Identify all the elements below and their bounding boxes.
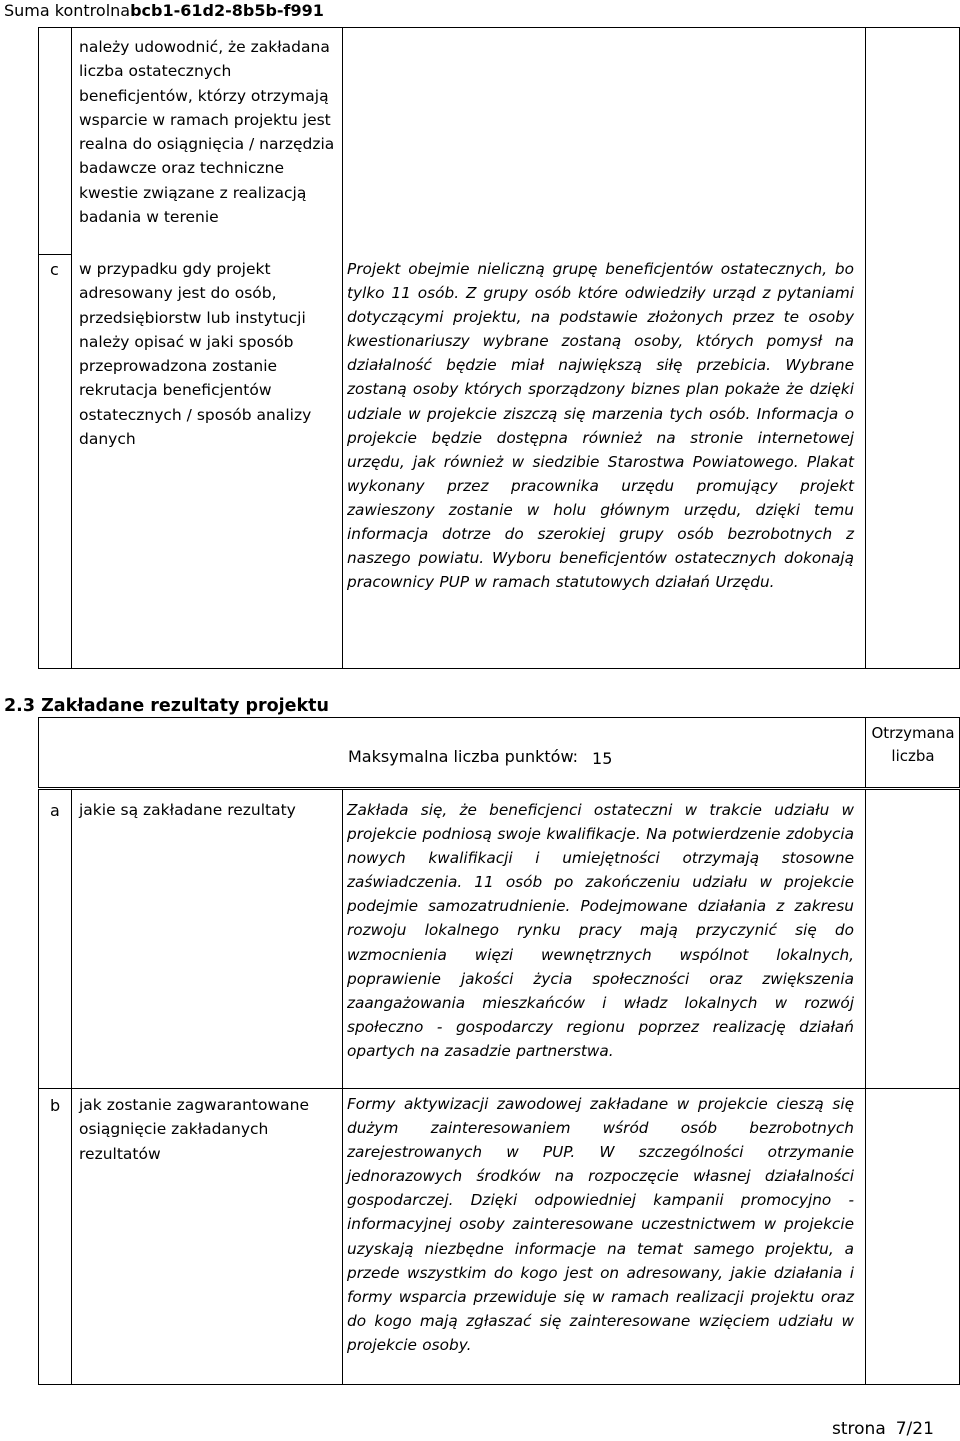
checksum-label: Suma kontrolna: [4, 1, 131, 20]
page-label: strona: [832, 1419, 886, 1439]
answer-a: Zakłada się, że beneficjenci ostateczni w trakcie udziału w projekcie podniosą swoje kwalifikacje. Na potwierdzenie zdobycia nowych kwalifikacji i umiejętności otrzymają stosowne zaświadczenia. 11 osób po zakończeniu udziału w projekcie podejmie samozatrudnienie. Podejmowane działania z zakresu rozwoju lokalnego rynku pracy mają przyczynić się do wzmocnienia więzi wewnętrznych wspólnot lokalnych, poprawienie jakości życia społeczności oraz zwiększenia zaangażowania mieszkańców i władz lokalnych w rozwój społeczno - gospodarczy regionu poprzez realizację działań opartych na zasadzie partnerstwa.: [347, 801, 854, 1060]
results-col-answer: [865, 790, 866, 1384]
max-points: [348, 745, 612, 769]
max-points-value: 15: [592, 749, 613, 768]
section-title: 2.3 Zakładane rezultaty projektu: [4, 696, 329, 716]
row-letter-a: a: [50, 801, 60, 820]
answer-c: Projekt obejmie nieliczną grupę beneficjentów ostatecznych, bo tylko 11 osób. Z grupy osób które odwiedziły urząd z pytaniami dotyczącymi projektu, na podstawie złożonych przez te osoby kwestionariuszy wybrane zostaną osoby, których pomysł na działalność będzie miał największą siłę przebicia. Wybrane zostaną osoby których sporządzony biznes plan pokaże że dzięki udziale w projekcie ziszczą się marzenia tych osób. Informacja o projekcie będzie dostępna również na stronie internetowej urzędu, jak również w siedzibie Starostwa Powiatowego. Plakat wykonany przez pracownika urzędu promujący projekt zawieszony zostanie w holu głównym urzędu, dzięki temu informacja dotrze do szerokiej grupy osób bezrobotnych z naszego powiatu. Wyboru beneficjentów ostatecznych dokonają pracownicy PUP w ramach statutowych działań Urzędu.: [347, 260, 854, 592]
checksum-value: bcb1-61d2-8b5b-f991: [130, 1, 324, 20]
results-col-criterion: [342, 790, 343, 1384]
page-footer: [832, 1417, 934, 1441]
col-divider-criterion: [342, 28, 343, 668]
results-col-letter: [71, 790, 72, 1384]
row-divider-c: [39, 254, 71, 255]
criterion-c: w przypadku gdy projekt adresowany jest do osób, przedsiębiorstw lub instytucji należy opisać w jaki sposób przeprowadzona zostanie rekrutacja beneficjentów ostatecznych / sposób analizy danych: [79, 260, 312, 449]
received-points-label: Otrzymana liczba: [871, 724, 955, 765]
checksum-title: [4, 1, 324, 21]
answer-b: Formy aktywizacji zawodowej zakładane w projekcie cieszą się dużym zainteresowaniem wśród osób bezrobotnych zarejestrowanych w PUP. W szczególności otrzymanie jednorazowych środków na rozpoczęcie własnej działalności gospodarczej. Dzięki odpowiedniej kampanii promocyjno - informacyjnej osoby zainteresowane uczestnictwem w projekcie uzyskają niezbędne informacje na temat samego projektu, a przede wszystkim do kogo jest on adresowany, jakie działania i formy wsparcia przewiduje się w ramach realizacji projektu oraz do kogo mają zgłaszać się zainteresowane wzięciem udziału w projekcie osoby.: [347, 1095, 854, 1354]
page-number: 7/21: [895, 1419, 934, 1439]
criterion-a: jakie są zakładane rezultaty: [79, 801, 296, 819]
results-row-divider: [39, 1088, 959, 1089]
page-header: [0, 0, 960, 24]
col-divider-letter: [71, 28, 72, 668]
max-points-label: Maksymalna liczba punktów:: [348, 747, 579, 766]
row-letter-c: c: [50, 260, 59, 279]
row-letter-b: b: [50, 1096, 61, 1115]
criterion-b: jak zostanie zagwarantowane osiągnięcie zakładanych rezultatów: [79, 1096, 310, 1163]
criterion-prev: należy udowodnić, że zakładana liczba ostatecznych beneficjentów, którzy otrzymają wsparcie w ramach projektu jest realna do osiągnięcia / narzędzia badawcze oraz techniczne kwestie związane z realizacją badania w terenie: [79, 38, 335, 227]
col-divider-answer: [865, 28, 866, 668]
